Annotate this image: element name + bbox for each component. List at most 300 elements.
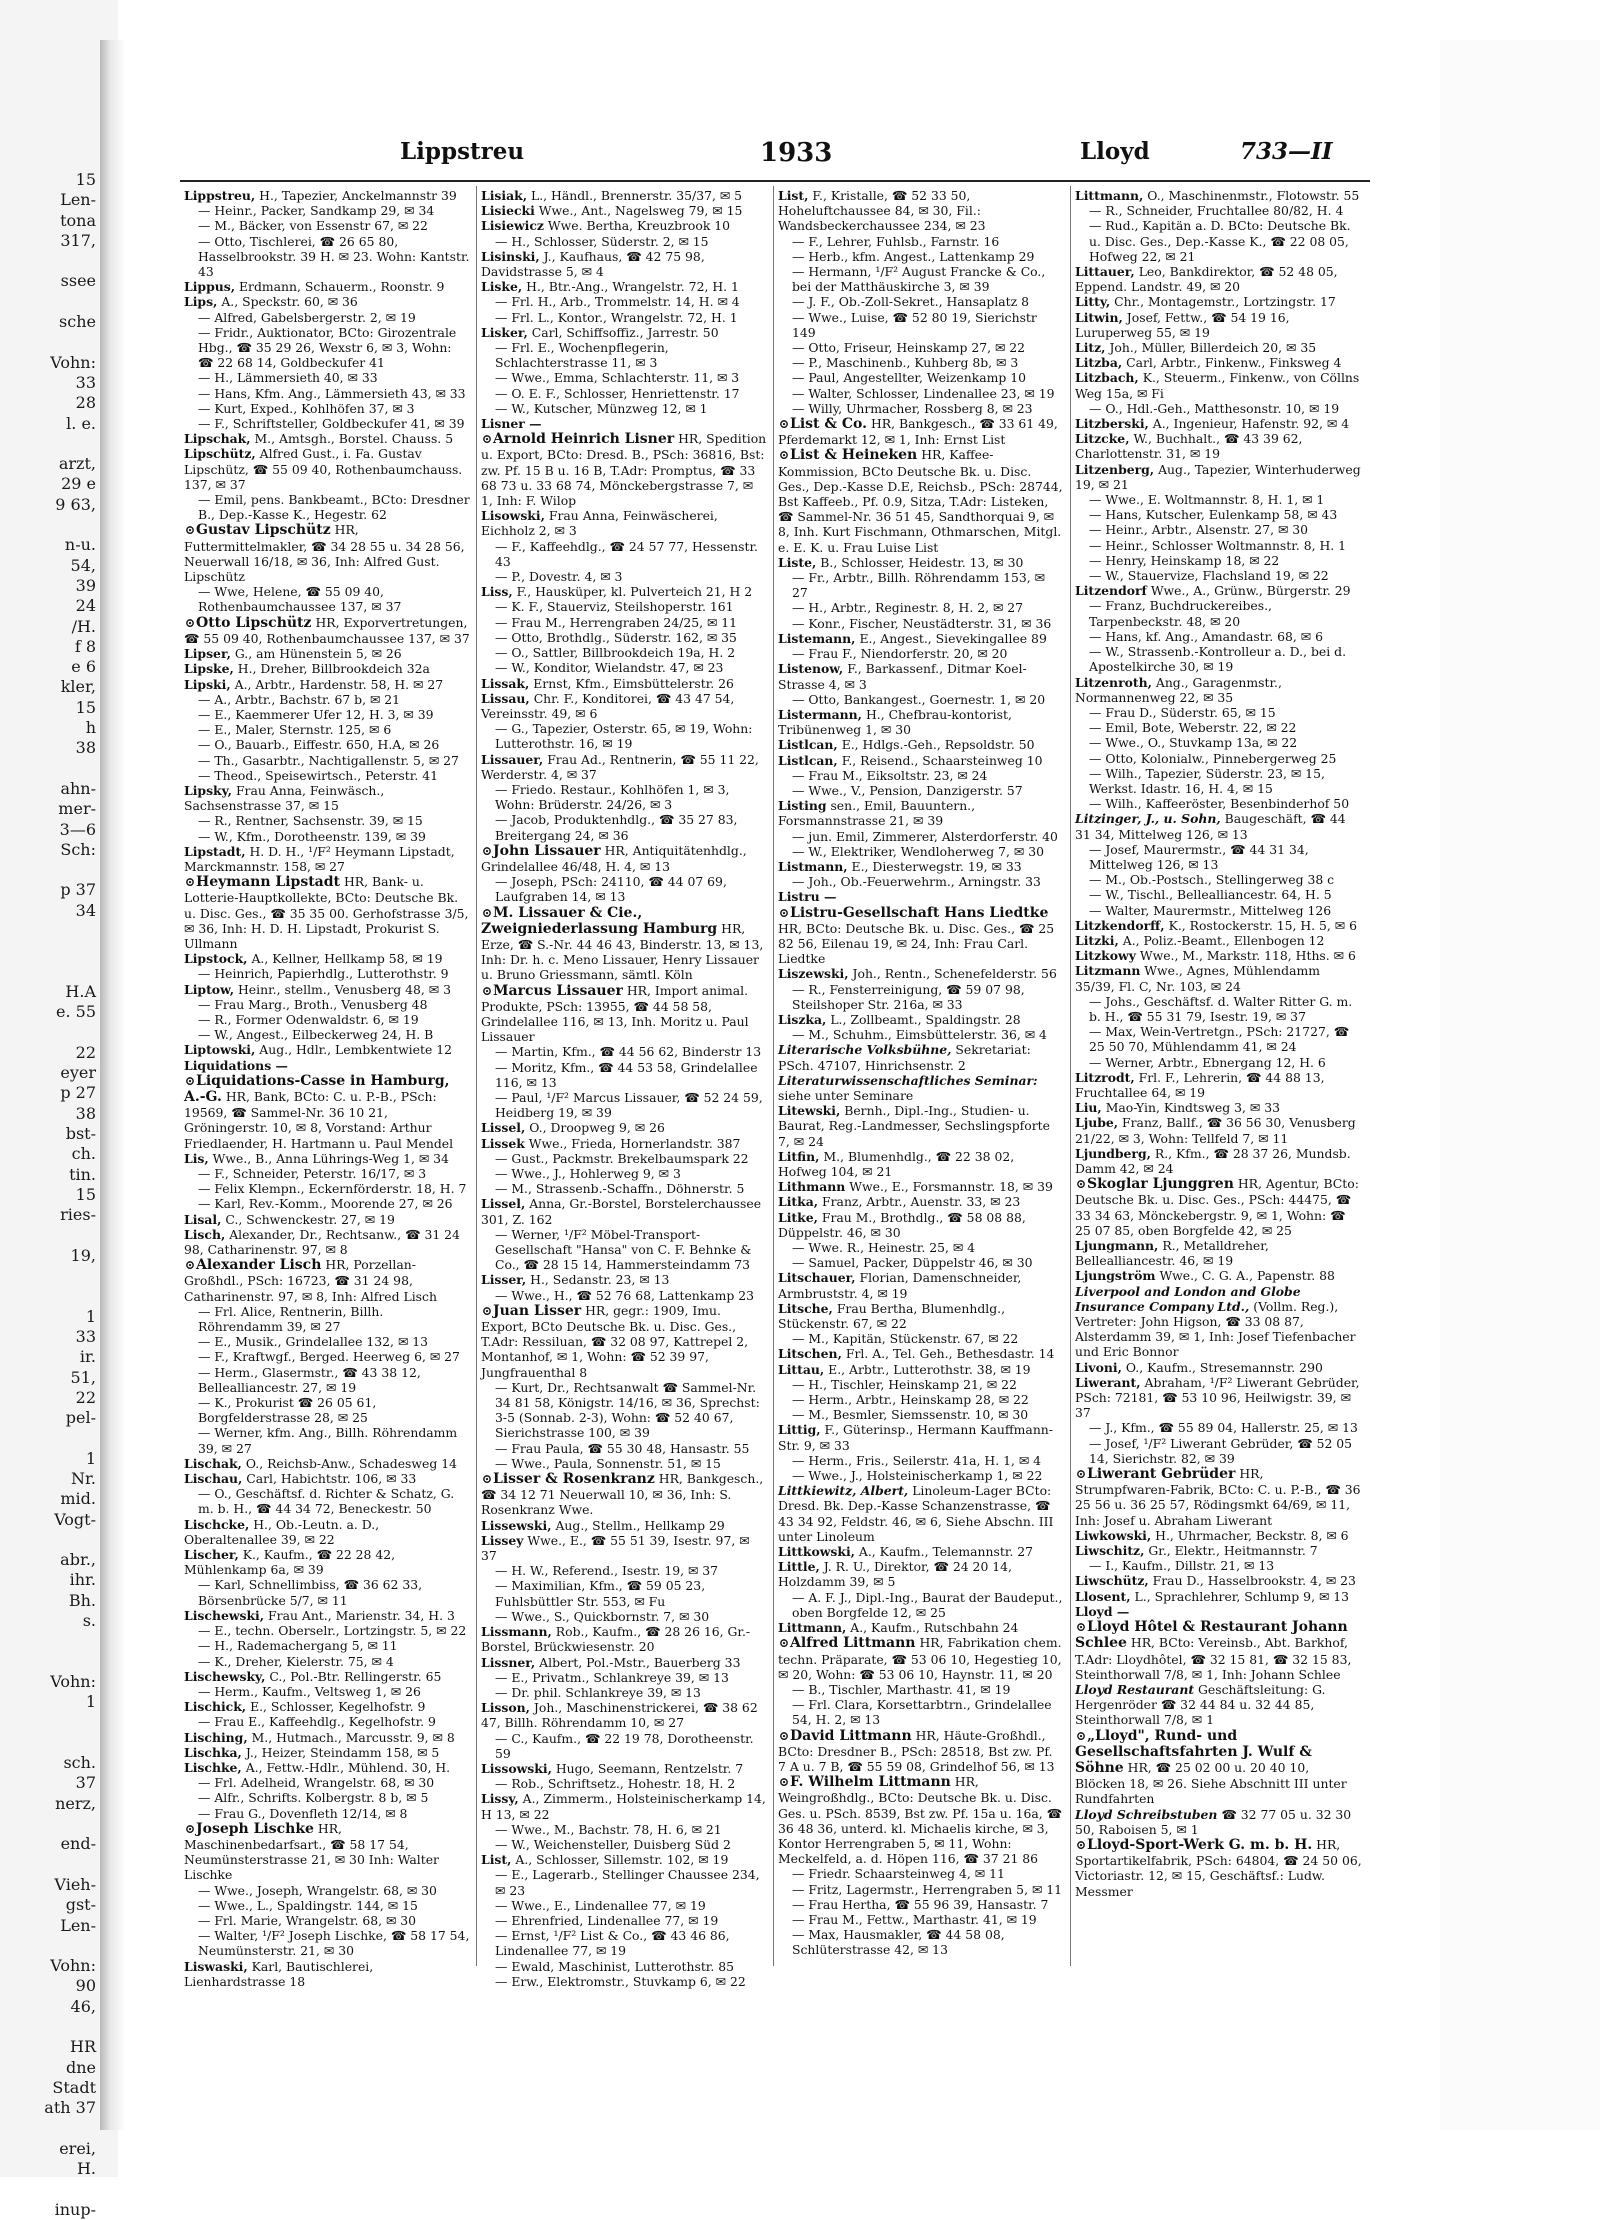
previous-page-line: mid. bbox=[60, 1489, 96, 1509]
entry-surname: Litewski, bbox=[778, 1103, 841, 1119]
directory-entry bbox=[778, 1697, 1064, 1727]
firm-name: Listru-Gesellschaft Hans Liedtke bbox=[790, 904, 1049, 921]
entry-details: L., Händl., Brennerstr. 35/37, ✉ 5 bbox=[530, 188, 743, 203]
entry-details: HR, gegr.: 1909, Imu. Export, BCto Deutsche Bk. u. Disc. Ges., T.Adr: Ressiluan, ☎ 32 08 97, Kattrepel 2, Montanhof, ✉ 1, Wohn: ☎ 52 39 97, Jungfrauenthal 8 bbox=[481, 1302, 749, 1380]
directory-entry bbox=[481, 188, 767, 203]
previous-page-line: Vohn: bbox=[50, 352, 96, 372]
entry-details: HR, Antiquitätenhdlg., Grindelallee 46/48, H. 4, ✉ 13 bbox=[481, 842, 747, 874]
directory-entry bbox=[778, 1392, 1064, 1407]
previous-page-line: erei, bbox=[59, 2138, 96, 2158]
entry-details: Franz, Arbtr., Auenstr. 33, ✉ 23 bbox=[822, 1194, 1021, 1210]
entry-details: — O., Bauarb., Eiffestr. 650, H.A, ✉ 26 bbox=[198, 737, 440, 753]
circle-dot-icon: ⊙ bbox=[1075, 1619, 1087, 1635]
directory-entry bbox=[184, 446, 470, 492]
entry-details: — Ewald, Maschinist, Lutterothstr. 85 bbox=[495, 1958, 734, 1974]
entry-details: Carl, Habichtstr. 106, ✉ 33 bbox=[246, 1471, 417, 1487]
entry-details: F., Güterinsp., Hermann Kauffmann-Str. 9, ✉ 33 bbox=[778, 1422, 1053, 1453]
entry-surname: Litzmann bbox=[1075, 963, 1141, 979]
directory-page bbox=[160, 110, 1390, 2030]
entry-details: J., Kaufhaus, ☎ 42 75 98, Davidstrasse 5, ✉ 4 bbox=[481, 248, 705, 280]
directory-entry bbox=[481, 676, 767, 691]
entry-details: — Ernst, ¹/F² List & Co., ☎ 43 46 86, Lindenallee 77, ✉ 19 bbox=[495, 1928, 730, 1959]
directory-entry bbox=[184, 1913, 470, 1928]
entry-details: Franz, Ballf., ☎ 36 56 30, Venusberg 21/22, ✉ 3, Wohn: Tellfeld 7, ✉ 11 bbox=[1075, 1115, 1356, 1146]
firm-name: Juan Lisser bbox=[493, 1302, 582, 1319]
directory-entry bbox=[778, 1927, 1064, 1957]
directory-entry bbox=[778, 829, 1064, 844]
directory-entry bbox=[778, 1240, 1064, 1255]
directory-entry bbox=[184, 370, 470, 385]
entry-surname: Llosent, bbox=[1075, 1588, 1131, 1604]
directory-entry bbox=[481, 599, 767, 614]
directory-entry bbox=[778, 401, 1064, 416]
directory-entry bbox=[481, 279, 767, 294]
previous-page-line bbox=[0, 921, 96, 941]
directory-entry bbox=[481, 1272, 767, 1287]
previous-page-line: dne bbox=[65, 2057, 96, 2077]
entry-details: — Otto, Tischlerei, ☎ 26 65 80, Hasselbrookstr. 39 H. ✉ 23. Wohn: Kantstr. 43 bbox=[198, 233, 470, 280]
directory-entry bbox=[481, 721, 767, 751]
previous-page-line: eyer bbox=[60, 1063, 96, 1083]
entry-details: Baugeschäft, ☎ 44 31 34, Mittelweg 126, ✉ 13 bbox=[1075, 811, 1346, 842]
previous-page-line: tona bbox=[60, 210, 96, 230]
directory-entry bbox=[1075, 1466, 1362, 1528]
entry-details: Frau Bertha, Blumenhdlg., Stückenstr. 67, ✉ 22 bbox=[778, 1300, 1006, 1332]
previous-page-line: Vohn: bbox=[50, 1671, 96, 1691]
directory-entry bbox=[184, 1517, 470, 1547]
directory-entry bbox=[1075, 264, 1362, 294]
previous-page-line: Sch: bbox=[60, 839, 96, 859]
previous-page-line: h bbox=[85, 718, 96, 738]
directory-entry bbox=[184, 218, 470, 233]
directory-entry bbox=[481, 370, 767, 385]
directory-entry bbox=[481, 1959, 767, 1974]
entry-details: — W., Strassenb.-Kontrolleur a. D., bei d. Apostelkirche 30, ✉ 19 bbox=[1089, 644, 1347, 675]
previous-page-line: 1 bbox=[85, 1692, 96, 1712]
previous-page-line bbox=[0, 434, 96, 454]
entry-details: HR, Weingroßhdlg., BCto: Deutsche Bk. u. Disc. Ges. u. PSch. 8539, Bst zw. Pf. 15a u. 16a, ☎ 36 48 36, unterd. kl. Michaelis kirche, ✉ 3, Kontor Herrengraben 5, ✉ 11, Wohn: Meckelfeld, a. d. Höpen 116, ☎ 37 21 86 bbox=[778, 1774, 1063, 1867]
entry-details: — Wwe., V., Pension, Danzigerstr. 57 bbox=[792, 782, 1023, 798]
entry-details: E., Schlosser, Kegelhofstr. 9 bbox=[250, 1699, 426, 1715]
directory-entry bbox=[184, 1012, 470, 1027]
circle-dot-icon: ⊙ bbox=[1075, 1466, 1087, 1482]
directory-entry bbox=[1075, 1268, 1362, 1283]
entry-details: — Josef, ¹/F² Liwerant Gebrüder, ☎ 52 05 14, Sierichstr. 82, ✉ 39 bbox=[1089, 1435, 1353, 1466]
directory-entry bbox=[1075, 1543, 1362, 1558]
entry-surname: Liptow, bbox=[184, 981, 235, 997]
entry-surname: Lisinski, bbox=[481, 248, 540, 264]
entry-details: HR, Agentur, BCto: Deutsche Bk. u. Disc. Ges., PSch: 44475, ☎ 33 34 63, Mönckebergstr. 9, ✉ 1, Wohn: ☎ 25 07 85, oben Borgfelde 42, ✉ 25 bbox=[1075, 1176, 1359, 1238]
directory-entry bbox=[184, 1151, 470, 1166]
entry-details: — Wwe., Emma, Schlachterstr. 11, ✉ 3 bbox=[495, 370, 740, 386]
directory-entry bbox=[481, 1120, 767, 1135]
entry-surname: Lischer, bbox=[184, 1547, 239, 1563]
firm-name: Otto Lipschütz bbox=[196, 614, 312, 631]
entry-details: — Alfred, Gabelsbergerstr. 2, ✉ 19 bbox=[198, 309, 416, 325]
directory-entry bbox=[778, 737, 1064, 752]
directory-entry bbox=[1075, 1284, 1362, 1360]
entry-details: O., Maschinenmstr., Flotowstr. 55 bbox=[1147, 188, 1360, 203]
firm-name: Alfred Littmann bbox=[790, 1635, 916, 1652]
directory-entry bbox=[481, 1563, 767, 1578]
entry-surname: List, bbox=[778, 188, 809, 203]
directory-entry bbox=[184, 310, 470, 325]
directory-entry bbox=[184, 1058, 470, 1073]
entry-surname: Littau, bbox=[778, 1361, 825, 1377]
entry-surname: Lischewsky, bbox=[184, 1668, 266, 1684]
directory-entry bbox=[778, 555, 1064, 570]
directory-entry bbox=[184, 1699, 470, 1714]
directory-entry bbox=[481, 1518, 767, 1533]
directory-entry bbox=[481, 325, 767, 340]
directory-entry bbox=[1075, 811, 1362, 841]
entry-surname: Listru — bbox=[778, 889, 837, 905]
directory-entry bbox=[1075, 705, 1362, 720]
entry-surname: Lipstock, bbox=[184, 951, 248, 967]
entry-details: HR, Import animal. Produkte, PSch: 13955, ☎ 44 58 58, Grindelallee 116, ✉ 13, Inh. Moritz u. Paul Lissauer bbox=[481, 982, 749, 1045]
entry-details: O., Droopweg 9, ✉ 26 bbox=[529, 1120, 665, 1136]
entry-surname: Liwschütz, bbox=[1075, 1573, 1149, 1589]
entry-details: — Rud., Kapitän a. D. BCto: Deutsche Bk. u. Disc. Ges., Dep.-Kasse K., ☎ 22 08 05, Hofweg 22, ✉ 21 bbox=[1089, 218, 1351, 264]
directory-entry bbox=[481, 431, 767, 508]
entry-details: Wwe., M., Markstr. 118, Hths. ✉ 6 bbox=[1139, 948, 1356, 964]
entry-details: Frau Anna, Feinwäsch., Sachsenstrasse 37, ✉ 15 bbox=[184, 782, 385, 814]
directory-entry bbox=[778, 1728, 1064, 1775]
entry-details: Chr. F., Konditorei, ☎ 43 47 54, Vereinsstr. 49, ✉ 6 bbox=[481, 690, 735, 721]
entry-details: — Friedr. Schaarsteinweg 4, ✉ 11 bbox=[792, 1866, 1005, 1882]
directory-entry bbox=[778, 310, 1064, 340]
entry-details: L., Sprachlehrer, Schlump 9, ✉ 13 bbox=[1134, 1588, 1350, 1604]
directory-entry bbox=[1075, 1024, 1362, 1054]
entry-details: A., Kaufm., Telemannstr. 27 bbox=[858, 1544, 1034, 1560]
entry-details: — Wwe., M., Bachstr. 78, H. 6, ✉ 21 bbox=[495, 1821, 722, 1837]
entry-details: — W., Tischl., Bellealliancestr. 64, H. 5 bbox=[1089, 887, 1332, 903]
entry-details: Joh., Rentn., Schenefelderstr. 56 bbox=[852, 966, 1057, 982]
entry-details: — O., Geschäftsf. d. Richter & Schatz, G. m. b. H., ☎ 44 34 72, Beneckestr. 50 bbox=[198, 1486, 455, 1517]
previous-page-line: Stadt bbox=[52, 2077, 96, 2097]
entry-surname: Litka, bbox=[778, 1194, 819, 1210]
entry-surname: Litzenberg, bbox=[1075, 461, 1155, 477]
directory-entry bbox=[481, 508, 767, 538]
entry-details: — P., Maschinenb., Kuhberg 8b, ✉ 3 bbox=[792, 355, 1019, 371]
directory-entry bbox=[481, 1822, 767, 1837]
entry-details: — I., Kaufm., Dillstr. 21, ✉ 13 bbox=[1089, 1558, 1275, 1574]
entry-surname: Litzkowy bbox=[1075, 948, 1136, 964]
entry-surname: Litsche, bbox=[778, 1300, 833, 1316]
directory-entry bbox=[778, 783, 1064, 798]
entry-details: HR, Fabrikation chem. techn. Präparate, ☎ 53 06 10, Hegestieg 10, ✉ 20, Wohn: ☎ 53 06 10, Haynstr. 11, ✉ 20 bbox=[778, 1635, 1062, 1682]
previous-page-line: 15 bbox=[75, 1184, 96, 1204]
entry-details: — Frl. Marie, Wrangelstr. 68, ✉ 30 bbox=[198, 1912, 417, 1928]
directory-entry bbox=[1075, 1619, 1362, 1682]
entry-surname: Lippus, bbox=[184, 279, 236, 295]
entry-details: — Wwe., E. Woltmannstr. 8, H. 1, ✉ 1 bbox=[1089, 492, 1325, 508]
entry-surname: Litzkendorff, bbox=[1075, 917, 1165, 933]
entry-details: — Walter, ¹/F² Joseph Lischke, ☎ 58 17 54, Neumünsterstr. 21, ✉ 30 bbox=[198, 1928, 470, 1959]
firm-name: Lisser & Rosenkranz bbox=[493, 1471, 655, 1488]
directory-entry bbox=[184, 1883, 470, 1898]
entry-details: — Wwe., L., Spaldingstr. 144, ✉ 15 bbox=[198, 1897, 418, 1913]
directory-entry bbox=[481, 1380, 767, 1441]
entry-details: HR, Bankgesch., ☎ 33 61 49, Pferdemarkt 12, ✉ 1, Inh: Ernst List bbox=[778, 416, 1058, 448]
directory-entry bbox=[778, 1103, 1064, 1149]
entry-details: ☎ 32 77 05 u. 32 30 50, Raboisen 5, ✉ 1 bbox=[1075, 1806, 1352, 1837]
entry-details: H., Dreher, Billbrookdeich 32a bbox=[237, 661, 430, 677]
directory-entry bbox=[184, 1608, 470, 1623]
firm-name: David Littmann bbox=[790, 1727, 912, 1744]
entry-details: Mao-Yin, Kindtsweg 3, ✉ 33 bbox=[1105, 1100, 1280, 1116]
directory-entry bbox=[481, 874, 767, 904]
entry-details: — Th., Gasarbtr., Nachtigallenstr. 5, ✉ 27 bbox=[198, 752, 459, 768]
directory-entry bbox=[184, 1790, 470, 1805]
entry-details: — P., Dovestr. 4, ✉ 3 bbox=[495, 569, 623, 585]
entry-surname: Lisiak, bbox=[481, 188, 528, 203]
directory-entry bbox=[1075, 1070, 1362, 1100]
book-gutter bbox=[100, 40, 126, 2130]
previous-page-line bbox=[0, 1936, 96, 1956]
directory-entry bbox=[184, 1654, 470, 1669]
directory-entry bbox=[184, 874, 470, 951]
entry-surname: Lischcke, bbox=[184, 1516, 250, 1532]
entry-details: — Paul, Angestellter, Weizenkamp 10 bbox=[792, 370, 1026, 386]
previous-page-line: 19, bbox=[70, 1245, 96, 1265]
entry-details: — Frau D., Süderstr. 65, ✉ 15 bbox=[1089, 704, 1276, 720]
entry-details: — Jacob, Produktenhdlg., ☎ 35 27 83, Breitergang 24, ✉ 36 bbox=[495, 812, 738, 843]
entry-surname: Litschauer, bbox=[778, 1270, 856, 1286]
previous-page-line: end- bbox=[60, 1834, 96, 1854]
directory-entry bbox=[481, 752, 767, 782]
directory-entry bbox=[481, 249, 767, 279]
directory-entry bbox=[481, 1136, 767, 1151]
directory-entry bbox=[184, 829, 470, 844]
previous-page-line bbox=[0, 2017, 96, 2037]
entry-company: Littkiewitz, Albert, bbox=[778, 1483, 909, 1499]
directory-entry bbox=[778, 768, 1064, 783]
directory-entry bbox=[481, 1624, 767, 1654]
directory-entry bbox=[1075, 401, 1362, 416]
entry-details: — M., Kapitän, Stückenstr. 67, ✉ 22 bbox=[792, 1331, 1019, 1347]
header-page-number: 733—II bbox=[1240, 138, 1333, 165]
entry-details: Aug., Stellm., Hellkamp 29 bbox=[555, 1517, 725, 1533]
entry-surname: Lisser, bbox=[481, 1272, 527, 1288]
entry-details: — H., Rademachergang 5, ✉ 11 bbox=[198, 1638, 398, 1654]
directory-entry bbox=[778, 1407, 1064, 1422]
directory-entry bbox=[481, 584, 767, 599]
previous-page-line: Vohn: bbox=[50, 1956, 96, 1976]
previous-page-line: 33 bbox=[75, 1326, 96, 1346]
entry-surname: Litzki, bbox=[1075, 932, 1119, 948]
firm-name: List & Co. bbox=[790, 416, 868, 433]
directory-entry bbox=[481, 1670, 767, 1685]
entry-surname: Lissel, bbox=[481, 1196, 526, 1212]
entry-details: — W., Elektriker, Wendloherweg 7, ✉ 30 bbox=[792, 843, 1044, 859]
previous-page-line: Vogt- bbox=[54, 1509, 96, 1529]
entry-details: Wwe., B., Anna Lührings-Weg 1, ✉ 34 bbox=[212, 1150, 449, 1166]
entry-details: E., Hdlgs.-Geh., Repsoldstr. 50 bbox=[841, 737, 1035, 753]
entry-surname: Lissowski, bbox=[481, 1760, 552, 1776]
directory-entry bbox=[481, 1044, 767, 1059]
entry-surname: Litzenroth, bbox=[1075, 674, 1152, 690]
previous-page-line: mer- bbox=[58, 799, 96, 819]
directory-entry bbox=[1075, 1238, 1362, 1268]
directory-entry bbox=[1075, 1420, 1362, 1435]
directory-entry bbox=[1075, 872, 1362, 887]
entry-details: Frl. F., Lehrerin, ☎ 44 88 13, Fruchtallee 64, ✉ 19 bbox=[1075, 1069, 1325, 1100]
entry-details: HR, BCto: Deutsche Bk. u. Disc. Ges., ☎ 25 82 56, Eilenau 19, ✉ 24, Inh: Frau Carl. Liedtke bbox=[778, 920, 1055, 967]
entry-details: Carl, Arbtr., Finkenw., Finksweg 4 bbox=[1126, 355, 1342, 371]
circle-dot-icon: ⊙ bbox=[778, 1635, 790, 1651]
entry-details: — Frau Marg., Broth., Venusberg 48 bbox=[198, 996, 428, 1012]
entry-details: Leo, Bankdirektor, ☎ 52 48 05, Eppend. Landstr. 49, ✉ 20 bbox=[1075, 264, 1338, 295]
directory-entry bbox=[481, 660, 767, 675]
entry-details: — G., Tapezier, Osterstr. 65, ✉ 19, Wohn: Lutterothstr. 16, ✉ 19 bbox=[495, 721, 753, 752]
directory-entry bbox=[1075, 1375, 1362, 1421]
entry-surname: Litzrodt, bbox=[1075, 1069, 1135, 1085]
directory-entry bbox=[184, 1196, 470, 1211]
entry-details: — Johs., Geschäftsf. d. Walter Ritter G. m. b. H., ☎ 55 31 79, Isestr. 19, ✉ 37 bbox=[1089, 993, 1353, 1024]
directory-entry bbox=[481, 691, 767, 721]
entry-details: — Samuel, Packer, Düppelstr 46, ✉ 30 bbox=[792, 1255, 1033, 1271]
entry-details: — H. W., Referend., Isestr. 19, ✉ 37 bbox=[495, 1563, 719, 1579]
entry-surname: Lischak, bbox=[184, 1455, 242, 1471]
directory-entry bbox=[778, 1590, 1064, 1620]
entry-details: — R., Former Odenwaldstr. 6, ✉ 19 bbox=[198, 1011, 419, 1027]
entry-details: — Wwe., H., ☎ 52 76 68, Lattenkamp 23 bbox=[495, 1287, 755, 1303]
directory-entry bbox=[778, 1149, 1064, 1179]
directory-entry bbox=[778, 1635, 1064, 1682]
entry-details: Sekretariat: PSch. 47107, Hinrichsenstr. 2 bbox=[778, 1042, 1031, 1073]
column-1 bbox=[180, 186, 477, 1989]
directory-entry bbox=[184, 188, 470, 203]
directory-entry bbox=[1075, 1100, 1362, 1115]
entry-details: — Felix Klempn., Eckernförderstr. 18, H. 7 bbox=[198, 1181, 467, 1197]
directory-entry bbox=[1075, 766, 1362, 796]
entry-details: — jun. Emil, Zimmerer, Alsterdorferstr. 40 bbox=[792, 828, 1058, 844]
entry-surname: Litzendorf bbox=[1075, 583, 1147, 599]
directory-entry bbox=[481, 812, 767, 842]
directory-entry bbox=[481, 310, 767, 325]
entry-surname: Lipser, bbox=[184, 646, 231, 662]
previous-page-line: p 37 bbox=[60, 880, 96, 900]
entry-details: Wwe., E., ☎ 55 51 39, Isestr. 97, ✉ 37 bbox=[481, 1532, 750, 1564]
entry-surname: Littauer, bbox=[1075, 264, 1135, 280]
previous-page-line: 51, bbox=[70, 1367, 96, 1387]
entry-details: Erdmann, Schauerm., Roonstr. 9 bbox=[239, 279, 445, 295]
directory-entry bbox=[481, 340, 767, 370]
directory-entry bbox=[1075, 370, 1362, 400]
circle-dot-icon: ⊙ bbox=[481, 431, 493, 447]
entry-details: Frl. A., Tel. Geh., Bethesdastr. 14 bbox=[845, 1346, 1055, 1362]
previous-page-line: 24 bbox=[75, 596, 96, 616]
entry-surname: Litzberski, bbox=[1075, 416, 1149, 432]
previous-page-line: 38 bbox=[75, 1103, 96, 1123]
entry-details: R., Kfm., ☎ 28 37 26, Mundsb. Damm 42, ✉ 24 bbox=[1075, 1145, 1351, 1176]
entry-details: — E., Privatm., Schlankreye 39, ✉ 13 bbox=[495, 1669, 729, 1685]
directory-entry bbox=[481, 1791, 767, 1821]
previous-page-line: 90 bbox=[75, 1976, 96, 1996]
entry-details: HR, Exporvertretungen, ☎ 55 09 40, Rothenbaumchaussee 137, ✉ 37 bbox=[184, 614, 470, 646]
directory-entry bbox=[1075, 644, 1362, 674]
directory-entry bbox=[481, 1974, 767, 1989]
directory-entry bbox=[1075, 796, 1362, 811]
previous-page-line bbox=[0, 1733, 96, 1753]
previous-page-line: 15 bbox=[75, 170, 96, 189]
entry-details: — Gust., Packmstr. Brekelbaumspark 22 bbox=[495, 1150, 749, 1166]
directory-entry bbox=[778, 661, 1064, 691]
directory-entry bbox=[184, 1227, 470, 1257]
directory-entry bbox=[184, 234, 470, 280]
entry-surname: Lischke, bbox=[184, 1759, 242, 1775]
entry-details: HR, Futtermittelmakler, ☎ 34 28 55 u. 34 28 56, Neuerwall 16/18, ✉ 36, Inh: Alfred Gust. Lipschütz bbox=[184, 522, 465, 585]
entry-details: — Wwe., E., Lindenallee 77, ✉ 19 bbox=[495, 1897, 706, 1913]
directory-entry bbox=[184, 1027, 470, 1042]
directory-entry bbox=[1075, 1604, 1362, 1619]
entry-details: — Ehrenfried, Lindenallee 77, ✉ 19 bbox=[495, 1912, 719, 1928]
directory-entry bbox=[778, 1346, 1064, 1361]
entry-details: — E., Kaemmerer Ufer 12, H. 3, ✉ 39 bbox=[198, 706, 434, 722]
circle-dot-icon: ⊙ bbox=[184, 1072, 196, 1088]
entry-details: Wwe. Bertha, Kreuzbrook 10 bbox=[547, 218, 731, 234]
previous-page-line: /H. bbox=[71, 616, 96, 636]
entry-details: Frau Ad., Rentnerin, ☎ 55 11 22, Werderstr. 4, ✉ 37 bbox=[481, 751, 759, 782]
entry-details: Aug., Tapezier, Winterhuderweg 19, ✉ 21 bbox=[1075, 461, 1361, 492]
entry-details: — Herm., Arbtr., Heinskamp 28, ✉ 22 bbox=[792, 1392, 1029, 1408]
directory-entry bbox=[481, 1776, 767, 1791]
entry-details: — Hans, kf. Ang., Amandastr. 68, ✉ 6 bbox=[1089, 628, 1323, 644]
directory-entry bbox=[184, 522, 470, 584]
entry-details: — Herm., Kaufm., Veltsweg 1, ✉ 26 bbox=[198, 1683, 421, 1699]
entry-surname: Lisowski, bbox=[481, 508, 545, 524]
directory-entry bbox=[778, 570, 1064, 600]
entry-details: — Frau M., Eiksoltstr. 23, ✉ 24 bbox=[792, 767, 988, 783]
directory-entry bbox=[1075, 553, 1362, 568]
entry-details: E., Arbtr., Lutterothstr. 38, ✉ 19 bbox=[828, 1361, 1031, 1377]
entry-details: Joh., Maschinenstrickerei, ☎ 38 62 47, Billh. Röhrendamm 10, ✉ 27 bbox=[481, 1700, 758, 1731]
directory-entry bbox=[481, 234, 767, 249]
directory-entry bbox=[184, 1334, 470, 1349]
previous-page-line: 22 bbox=[75, 1042, 96, 1062]
entry-details: Abraham, ¹/F² Liwerant Gebrüder, PSch: 72181, ☎ 53 10 96, Heilwigstr. 39, ✉ 37 bbox=[1075, 1374, 1360, 1421]
entry-surname: Lisal, bbox=[184, 1211, 222, 1227]
entry-surname: Listmann, bbox=[778, 858, 848, 874]
firm-name: M. Lissauer & Cie., Zweigniederlassung Hamburg bbox=[481, 904, 718, 937]
entry-details: — E., Musik., Grindelallee 132, ✉ 13 bbox=[198, 1334, 429, 1350]
entry-details: Frau M., Brothdlg., ☎ 58 08 88, Düppelstr. 46, ✉ 30 bbox=[778, 1209, 1026, 1240]
directory-entry bbox=[1075, 1528, 1362, 1543]
header-divider bbox=[180, 180, 1370, 182]
entry-details: — Friedo. Restaur., Kohlhöfen 1, ✉ 3, Wohn: Brüderstr. 24/26, ✉ 3 bbox=[495, 781, 730, 813]
circle-dot-icon: ⊙ bbox=[184, 614, 196, 630]
entry-surname: Lischewski, bbox=[184, 1607, 265, 1623]
previous-page-line: sche bbox=[59, 312, 96, 332]
entry-details: — W., Angest., Eilbeckerweg 24, H. B bbox=[198, 1027, 434, 1043]
entry-details: Karl, Bautischlerei, Lienhardstrasse 18 bbox=[184, 1958, 374, 1989]
directory-entry bbox=[778, 1377, 1064, 1392]
directory-entry bbox=[184, 966, 470, 981]
entry-details: — J. F., Ob.-Zoll-Sekret., Hansaplatz 8 bbox=[792, 294, 1029, 310]
entry-details: — Wwe., O., Stuvkamp 13a, ✉ 22 bbox=[1089, 735, 1298, 751]
entry-details: — H., Arbtr., Reginestr. 8, H. 2, ✉ 27 bbox=[792, 600, 1024, 616]
firm-name: Gustav Lipschütz bbox=[196, 522, 331, 539]
previous-page-line bbox=[0, 759, 96, 779]
entry-details: — M., Bäcker, von Essenstr 67, ✉ 22 bbox=[198, 218, 428, 234]
directory-entry bbox=[481, 1761, 767, 1776]
directory-entry bbox=[1075, 1115, 1362, 1145]
circle-dot-icon: ⊙ bbox=[184, 874, 196, 890]
directory-entry bbox=[1075, 735, 1362, 750]
entry-surname: Liszka, bbox=[778, 1011, 827, 1027]
entry-details: HR, Häute-Großhdl., BCto: Dresdner B., PSch: 28518, Bst zw. Pf. 7 A u. 7 B, ☎ 55 59 08, Grindelhof 56, ✉ 13 bbox=[778, 1727, 1055, 1774]
